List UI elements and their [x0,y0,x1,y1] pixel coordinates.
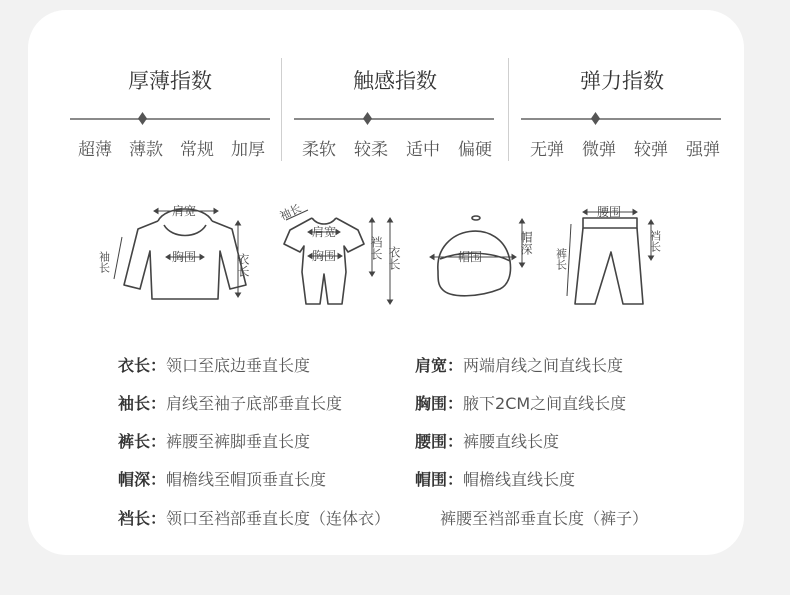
elasticity-level-4: 强弹 [686,140,720,160]
romper-chest-label: 胸围 [312,249,337,263]
definition-row: 衣长：领口至底边垂直长度 [118,356,311,375]
definition-row: 帽深：帽檐线至帽顶垂直长度 [118,470,327,489]
thickness-level-3: 常规 [180,140,214,160]
thickness-index-title: 厚薄指数 [128,69,212,93]
touch-level-4: 偏硬 [458,140,492,160]
pants-waist-label: 腰围 [597,205,622,219]
touch-level-2: 较柔 [354,140,388,160]
thickness-marker-icon [138,112,147,125]
touch-level-1: 柔软 [302,140,336,160]
sweater-shoulder-label: 肩宽 [172,204,197,218]
sweater-length-label: 衣长 [236,253,250,277]
definition-row: 袖长：肩线至袖子底部垂直长度 [118,394,343,413]
elasticity-index-title: 弹力指数 [580,69,664,93]
pants-crotch-label: 裆长 [648,230,662,252]
touch-index-title: 触感指数 [353,69,437,93]
touch-marker-icon [363,112,372,125]
thickness-level-2: 薄款 [129,140,163,160]
definition-row: 肩宽：两端肩线之间直线长度 [415,356,624,375]
romper-length-label: 衣长 [387,246,401,270]
definition-row: 帽围：帽檐线直线长度 [415,470,576,489]
romper-icon [272,200,412,315]
sweater-icon [97,195,270,310]
cap-icon [420,205,550,310]
definition-row: 裤长：裤腰至裤脚垂直长度 [118,432,311,451]
touch-level-3: 适中 [406,140,440,160]
touch-scale-line [294,118,494,120]
definition-row: 裆长：领口至裆部垂直长度（连体衣） [118,509,391,528]
sweater-sleeve-label: 袖长 [97,251,111,273]
pants-length-label: 裤长 [554,248,568,270]
elasticity-scale-line [521,118,721,120]
elasticity-level-2: 微弹 [582,140,616,160]
elasticity-level-1: 无弹 [530,140,564,160]
thickness-scale-line [70,118,270,120]
definition-row: 腰围：裤腰直线长度 [415,432,560,451]
thickness-level-1: 超薄 [78,140,112,160]
elasticity-level-3: 较弹 [634,140,668,160]
cap-depth-label: 帽深 [519,231,533,255]
definition-row: 裤腰至裆部垂直长度（裤子） [440,509,649,528]
elasticity-marker-icon [591,112,600,125]
romper-shoulder-label: 肩宽 [312,225,337,239]
sweater-chest-label: 胸围 [172,250,197,264]
divider [281,58,282,161]
romper-sleeve-label: 袖长 [277,201,304,223]
definition-row: 胸围：腋下2CM之间直线长度 [415,394,627,413]
thickness-level-4: 加厚 [231,140,265,160]
cap-circumference-label: 帽围 [458,250,483,264]
divider [508,58,509,161]
pants-icon [554,200,667,315]
romper-crotch-label: 裆长 [369,236,383,260]
